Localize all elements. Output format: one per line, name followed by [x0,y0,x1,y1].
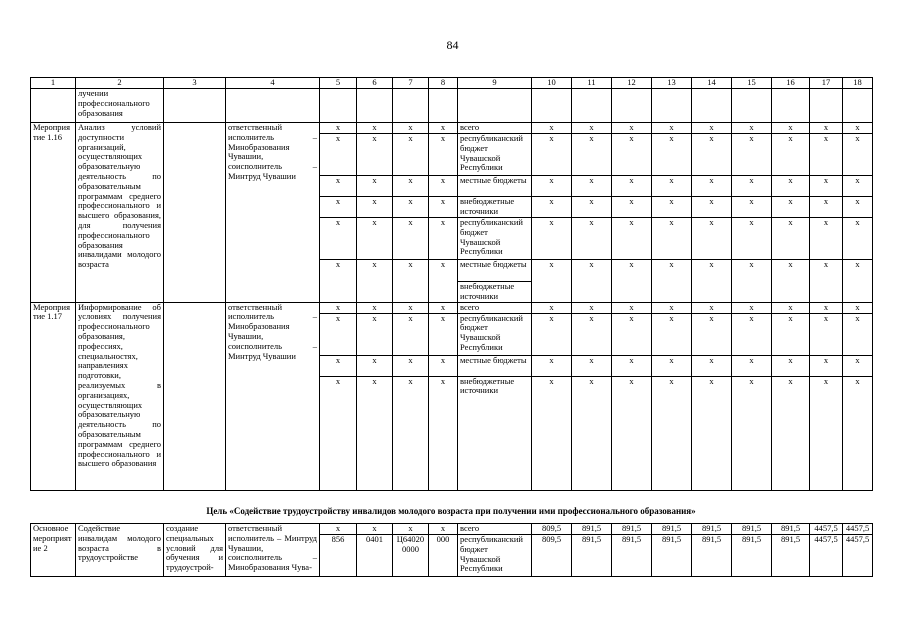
x-cell: x [772,134,810,176]
x-cell: x [357,313,393,355]
x-cell: x [532,355,572,376]
x-cell: x [357,376,393,490]
x-cell: x [320,313,357,355]
value-cell: 809,5 [532,535,572,577]
x-cell: x [612,302,652,313]
x-cell: x [393,302,429,313]
x-cell: x [810,176,843,197]
x-cell: x [532,313,572,355]
x-cell: x [652,176,692,197]
x-cell: x [572,376,612,490]
column-header: 7 [393,78,429,89]
column-header: 1 [31,78,76,89]
column-header: 5 [320,78,357,89]
source-label: всего [458,123,532,134]
x-cell: x [320,260,357,303]
activity-code: Основное мероприятие 2 [31,524,76,577]
x-cell: x [357,134,393,176]
x-cell: x [732,218,772,260]
x-cell: x [532,176,572,197]
value-cell: 891,5 [612,524,652,535]
column-header: 11 [572,78,612,89]
x-cell: x [772,313,810,355]
x-cell: x [772,218,810,260]
x-cell: x [843,376,873,490]
x-cell: x [692,218,732,260]
code-cell: Ц640200000 [393,535,429,577]
value-cell: 891,5 [572,535,612,577]
x-cell: x [843,123,873,134]
source-label: всего [458,524,532,535]
column-header: 13 [652,78,692,89]
x-cell: x [692,313,732,355]
value-cell: 891,5 [772,524,810,535]
x-cell: x [772,376,810,490]
x-cell: x [810,260,843,303]
x-cell: x [572,260,612,303]
x-cell: x [843,302,873,313]
x-cell: x [810,313,843,355]
x-cell: x [572,176,612,197]
x-cell: x [692,376,732,490]
x-cell: x [393,197,429,218]
x-cell: x [429,355,458,376]
x-cell: x [652,123,692,134]
column-header: 2 [76,78,164,89]
x-cell: x [572,197,612,218]
x-cell: x [732,123,772,134]
x-cell: x [810,197,843,218]
x-cell: x [843,355,873,376]
x-cell: x [843,260,873,303]
x-cell: x [810,134,843,176]
table-row [31,302,873,313]
x-cell: x [572,302,612,313]
x-cell: x [320,524,357,535]
x-cell: x [532,376,572,490]
value-cell: 891,5 [572,524,612,535]
value-cell: 809,5 [532,524,572,535]
x-cell: x [810,123,843,134]
x-cell: x [810,355,843,376]
x-cell: x [429,313,458,355]
x-cell: x [652,376,692,490]
value-cell: 891,5 [732,535,772,577]
x-cell: x [429,123,458,134]
column-header: 15 [732,78,772,89]
activity-code: Мероприятие 1.17 [31,302,76,490]
source-label: республиканский бюджет Чувашской Республики [458,218,532,260]
x-cell: x [357,260,393,303]
continuation-text: лучении профессионального образования [76,89,164,123]
x-cell: x [810,218,843,260]
x-cell: x [772,123,810,134]
x-cell: x [429,524,458,535]
x-cell: x [612,123,652,134]
x-cell: x [732,302,772,313]
activity-col3: создание специальных условий для обучения и трудоустрой- [164,524,226,577]
x-cell: x [532,134,572,176]
x-cell: x [357,176,393,197]
x-cell: x [843,218,873,260]
x-cell: x [652,197,692,218]
responsible: ответственный исполнитель – Минтруд Чувашии, соисполнитель – Минобразования Чува- [226,524,320,577]
value-cell: 4457,5 [810,524,843,535]
x-cell: x [612,376,652,490]
column-header: 3 [164,78,226,89]
x-cell: x [572,355,612,376]
table-row [31,524,873,535]
value-cell: 891,5 [652,524,692,535]
x-cell: x [393,123,429,134]
x-cell: x [357,197,393,218]
value-cell: 891,5 [692,535,732,577]
x-cell: x [772,355,810,376]
x-cell: x [772,260,810,303]
source-label: внебюджетные источники [458,376,532,490]
activity-name: Содействие инвалидам молодого возраста в трудоустройстве [76,524,164,577]
source-label-loc: местные бюджеты [460,259,527,269]
x-cell: x [393,376,429,490]
x-cell: x [572,123,612,134]
responsible: ответственный исполнитель – Минобразования Чувашии, соисполнитель – Минтруд Чувашии [226,302,320,490]
code-cell: 000 [429,535,458,577]
code-cell: 856 [320,535,357,577]
column-header: 12 [612,78,652,89]
x-cell: x [532,218,572,260]
activity-code: Мероприятие 1.16 [31,123,76,303]
activity-name: Анализ условий доступности организаций, осуществляющих образовательную деятельность по образовательным программам среднего профессионального и высшего образования, для получения профессионального образования инвалидами молодого возраста [76,123,164,303]
x-cell: x [612,176,652,197]
x-cell: x [320,197,357,218]
x-cell: x [732,313,772,355]
x-cell: x [357,302,393,313]
table-main [30,77,873,491]
x-cell: x [652,355,692,376]
x-cell: x [692,302,732,313]
page-number: 84 [446,38,459,52]
x-cell: x [652,218,692,260]
source-label: местные бюджеты [458,176,532,197]
x-cell: x [320,123,357,134]
table-row [31,89,873,123]
x-cell: x [652,302,692,313]
activity-name: Информирование об условиях получения профессионального образования, профессиях, специальностях, направлениях подготовки, реализуемых в организациях, осуществляющих образовательную деятельность по образовательным программам среднего профессионального и высшего образования [76,302,164,490]
x-cell: x [843,197,873,218]
value-cell: 891,5 [612,535,652,577]
source-label: местные бюджеты [458,355,532,376]
code-cell: 0401 [357,535,393,577]
x-cell: x [393,355,429,376]
x-cell: x [532,260,572,303]
x-cell: x [692,355,732,376]
x-cell: x [612,134,652,176]
x-cell: x [393,260,429,303]
x-cell: x [532,302,572,313]
x-cell: x [843,176,873,197]
value-cell: 891,5 [652,535,692,577]
x-cell: x [652,260,692,303]
x-cell: x [429,376,458,490]
x-cell: x [532,123,572,134]
column-header-row [31,78,873,89]
x-cell: x [572,313,612,355]
x-cell: x [732,176,772,197]
source-label: внебюджетные источники [458,197,532,218]
x-cell: x [612,313,652,355]
x-cell: x [810,376,843,490]
column-header: 10 [532,78,572,89]
x-cell: x [320,355,357,376]
value-cell: 4457,5 [810,535,843,577]
source-label: республиканский бюджет Чувашской Республики [458,134,532,176]
source-label: республиканский бюджет Чувашской Республики [458,535,532,577]
source-label: республиканский бюджет Чувашской Республики [458,313,532,355]
x-cell: x [692,134,732,176]
x-cell: x [393,218,429,260]
x-cell: x [320,376,357,490]
column-header: 4 [226,78,320,89]
x-cell: x [429,197,458,218]
x-cell: x [612,197,652,218]
x-cell: x [612,260,652,303]
x-cell: x [692,123,732,134]
x-cell: x [572,134,612,176]
value-cell: 4457,5 [843,524,873,535]
x-cell: x [357,524,393,535]
column-header: 16 [772,78,810,89]
x-cell: x [843,134,873,176]
x-cell: x [612,355,652,376]
x-cell: x [732,197,772,218]
responsible: ответственный исполнитель – Минобразования Чувашии, соисполнитель – Минтруд Чувашии [226,123,320,303]
x-cell: x [357,355,393,376]
column-header: 17 [810,78,843,89]
x-cell: x [393,134,429,176]
x-cell: x [692,197,732,218]
value-cell: 891,5 [732,524,772,535]
table-row [31,123,873,134]
x-cell: x [320,218,357,260]
x-cell: x [692,176,732,197]
value-cell: 4457,5 [843,535,873,577]
x-cell: x [572,218,612,260]
value-cell: 891,5 [772,535,810,577]
x-cell: x [732,376,772,490]
goal-heading: Цель «Содействие трудоустройству инвалидов молодого возраста при получении ими профессионального образования» [206,506,696,516]
source-label [458,260,532,303]
x-cell: x [320,302,357,313]
column-header: 9 [458,78,532,89]
x-cell: x [429,218,458,260]
x-cell: x [393,524,429,535]
x-cell: x [429,134,458,176]
value-cell: 891,5 [692,524,732,535]
x-cell: x [772,176,810,197]
x-cell: x [429,176,458,197]
x-cell: x [810,302,843,313]
x-cell: x [393,176,429,197]
column-header: 14 [692,78,732,89]
x-cell: x [320,134,357,176]
column-header: 6 [357,78,393,89]
column-header: 8 [429,78,458,89]
x-cell: x [393,313,429,355]
x-cell: x [652,313,692,355]
x-cell: x [732,355,772,376]
source-label-ext: внебюджетные источники [458,281,531,302]
x-cell: x [612,218,652,260]
x-cell: x [692,260,732,303]
x-cell: x [429,260,458,303]
x-cell: x [732,260,772,303]
x-cell: x [532,197,572,218]
column-header: 18 [843,78,873,89]
x-cell: x [772,197,810,218]
table-om2 [30,523,873,577]
source-label: всего [458,302,532,313]
x-cell: x [429,302,458,313]
x-cell: x [357,123,393,134]
x-cell: x [772,302,810,313]
x-cell: x [357,218,393,260]
x-cell: x [320,176,357,197]
x-cell: x [652,134,692,176]
x-cell: x [843,313,873,355]
x-cell: x [732,134,772,176]
